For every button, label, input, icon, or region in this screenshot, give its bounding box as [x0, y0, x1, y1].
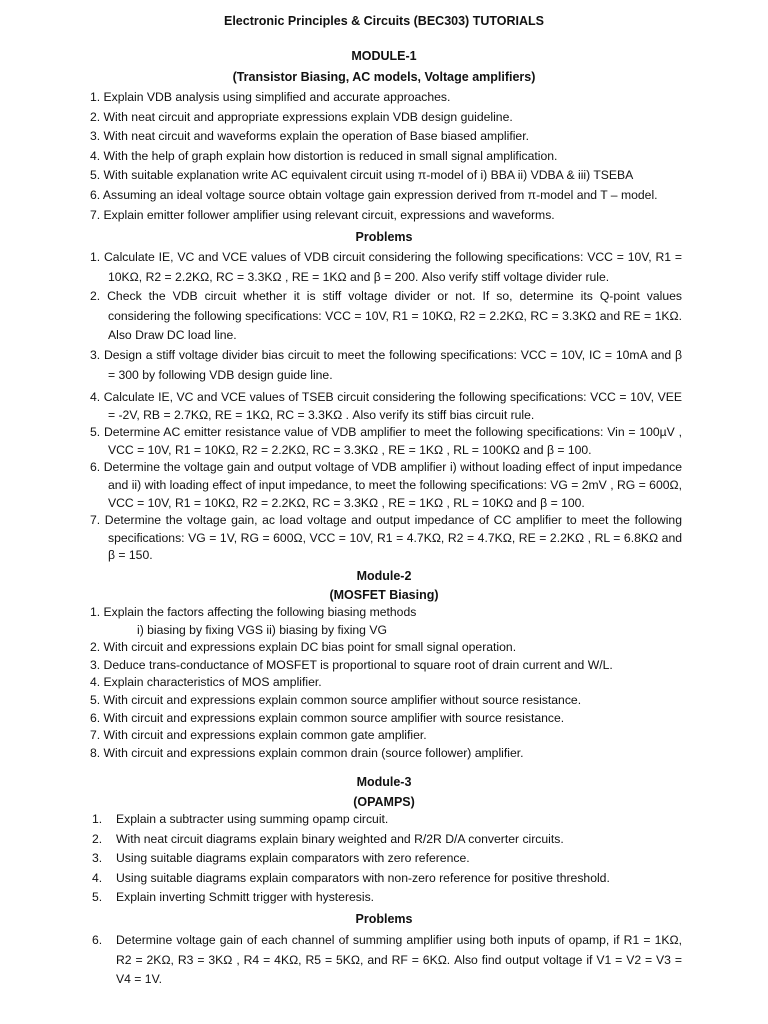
item-number: 1.	[92, 812, 103, 826]
list-item: 5. With suitable explanation write AC equivalent circuit using π-model of i) BBA ii) VDBA & iii) TSEBA	[90, 168, 634, 183]
list-item: 3. With neat circuit and waveforms explain the operation of Base biased amplifier.	[90, 129, 529, 144]
item-number: 6.	[92, 933, 103, 947]
module2-heading: Module-2	[356, 569, 412, 583]
list-item: 4. With the help of graph explain how distortion is reduced in small signal amplification.	[90, 148, 558, 163]
list-item: 1. Calculate IE, VC and VCE values of VDB circuit considering the following specifications: VCC = 10V, R1 = 10KΩ, R2 = 2.2KΩ, RC = 3.3KΩ , RE = 1KΩ and β = 200. Also verify stiff voltage divider rule.	[90, 250, 682, 284]
item-text: Determine voltage gain of each channel of summing amplifier using both inputs of opamp, if R1 = 1KΩ, R2 = 2KΩ, R3 = 3KΩ , R4 = 4KΩ, R5 = 5KΩ, and RF = 6KΩ. Also find output voltage if V1 = V2 = V3 = V4 = 1V.	[116, 933, 682, 987]
list-item: 2. With circuit and expressions explain DC bias point for small signal operation.	[90, 640, 517, 655]
item-number: 5.	[92, 890, 103, 905]
list-item: 6. Determine the voltage gain and output voltage of VDB amplifier i) without loading effect of input impedance and ii) with loading effect of input impedance, to meet the following specifications: VG = 2mV , RG = 600Ω, VCC = 10V, R1 = 10KΩ, R2 = 2.2KΩ, RC = 3.3KΩ , RE = 1KΩ , RL = 10KΩ and β = 100.	[90, 460, 682, 510]
module2-question-list	[90, 604, 682, 762]
list-item: 2. Check the VDB circuit whether it is stiff voltage divider or not. If so, determine its Q-point values considering the following specifications: VCC = 10V, R1 = 10KΩ, R2 = 2.2KΩ, RC = 3.3KΩ and RE = 1KΩ. Also Draw DC load line.	[90, 289, 682, 343]
list-item: 5. With circuit and expressions explain common source amplifier without source resistance.	[90, 692, 582, 707]
list-item	[90, 931, 682, 990]
item-text: Explain a subtracter using summing opamp circuit.	[116, 812, 389, 826]
list-item: 5. Determine AC emitter resistance value of VDB amplifier to meet the following specifications: Vin = 100µV , VCC = 10V, R1 = 10KΩ, R2 = 2.2KΩ, RC = 3.3KΩ , RE = 1KΩ , RL = 100KΩ and β = 100.	[90, 425, 682, 457]
document-title: Electronic Principles & Circuits (BEC303) TUTORIALS	[224, 14, 544, 28]
list-item: 4. Calculate IE, VC and VCE values of TSEB circuit considering the following specifications: VCC = 10V, VEE = -2V, RB = 2.7KΩ, RE = 1KΩ, RC = 3.3KΩ . Also verify its stiff bias circuit rule.	[90, 390, 682, 422]
list-item: 3. Design a stiff voltage divider bias circuit to meet the following specifications: VCC = 10V, IC = 10mA and β = 300 by following VDB design guide line.	[90, 347, 682, 382]
module1-problems-heading: Problems	[355, 230, 413, 244]
list-item: 8. With circuit and expressions explain common drain (source follower) amplifier.	[90, 745, 524, 760]
list-item: 7. With circuit and expressions explain common gate amplifier.	[90, 728, 427, 743]
list-item	[90, 810, 682, 830]
module3-subheading: (OPAMPS)	[353, 795, 415, 809]
list-item: 1. Explain VDB analysis using simplified and accurate approaches.	[90, 90, 451, 104]
module1-heading: MODULE-1	[351, 49, 417, 63]
module2-subheading: (MOSFET Biasing)	[329, 588, 439, 602]
list-item: 3. Deduce trans-conductance of MOSFET is proportional to square root of drain current and W/L.	[90, 657, 613, 672]
list-item: 6. Assuming an ideal voltage source obtain voltage gain expression derived from π-model and T – model.	[90, 187, 658, 202]
module3-question-list	[90, 810, 682, 908]
list-item: 7. Determine the voltage gain, ac load voltage and output impedance of CC amplifier to meet the following specifications: VG = 1V, RG = 600Ω, VCC = 10V, R1 = 4.7KΩ, R2 = 4.7KΩ, RE = 2.2KΩ , RL = 6.8KΩ and β = 150.	[90, 513, 682, 563]
module1-subheading: (Transistor Biasing, AC models, Voltage amplifiers)	[232, 70, 536, 84]
list-item: 6. With circuit and expressions explain common source amplifier with source resistance.	[90, 710, 565, 725]
list-item: 1. Explain the factors affecting the following biasing methods	[90, 605, 417, 619]
list-item	[90, 849, 682, 869]
module3-problem-list	[90, 931, 682, 990]
list-item	[90, 830, 682, 850]
list-subitem: i) biasing by fixing VGS ii) biasing by fixing VG	[137, 622, 387, 637]
list-item: 2. With neat circuit and appropriate expressions explain VDB design guideline.	[90, 109, 513, 124]
module1-problem-list	[90, 248, 682, 385]
list-item	[90, 869, 682, 889]
list-item: 4. Explain characteristics of MOS amplifier.	[90, 675, 322, 690]
item-text: Using suitable diagrams explain comparators with zero reference.	[116, 851, 470, 866]
module3-problems-heading: Problems	[355, 912, 413, 926]
item-text: With neat circuit diagrams explain binary weighted and R/2R D/A converter circuits.	[116, 831, 564, 846]
item-number: 3.	[92, 851, 103, 866]
item-text: Using suitable diagrams explain comparators with non-zero reference for positive threshold.	[116, 870, 610, 885]
module1-question-list	[90, 88, 682, 225]
module1-problem-list-continued	[90, 389, 682, 565]
module3-heading: Module-3	[356, 775, 412, 789]
item-number: 2.	[92, 831, 103, 846]
item-text: Explain inverting Schmitt trigger with hysteresis.	[116, 890, 375, 905]
item-number: 4.	[92, 870, 103, 885]
list-item	[90, 888, 682, 908]
list-item: 7. Explain emitter follower amplifier using relevant circuit, expressions and waveforms.	[90, 207, 555, 222]
